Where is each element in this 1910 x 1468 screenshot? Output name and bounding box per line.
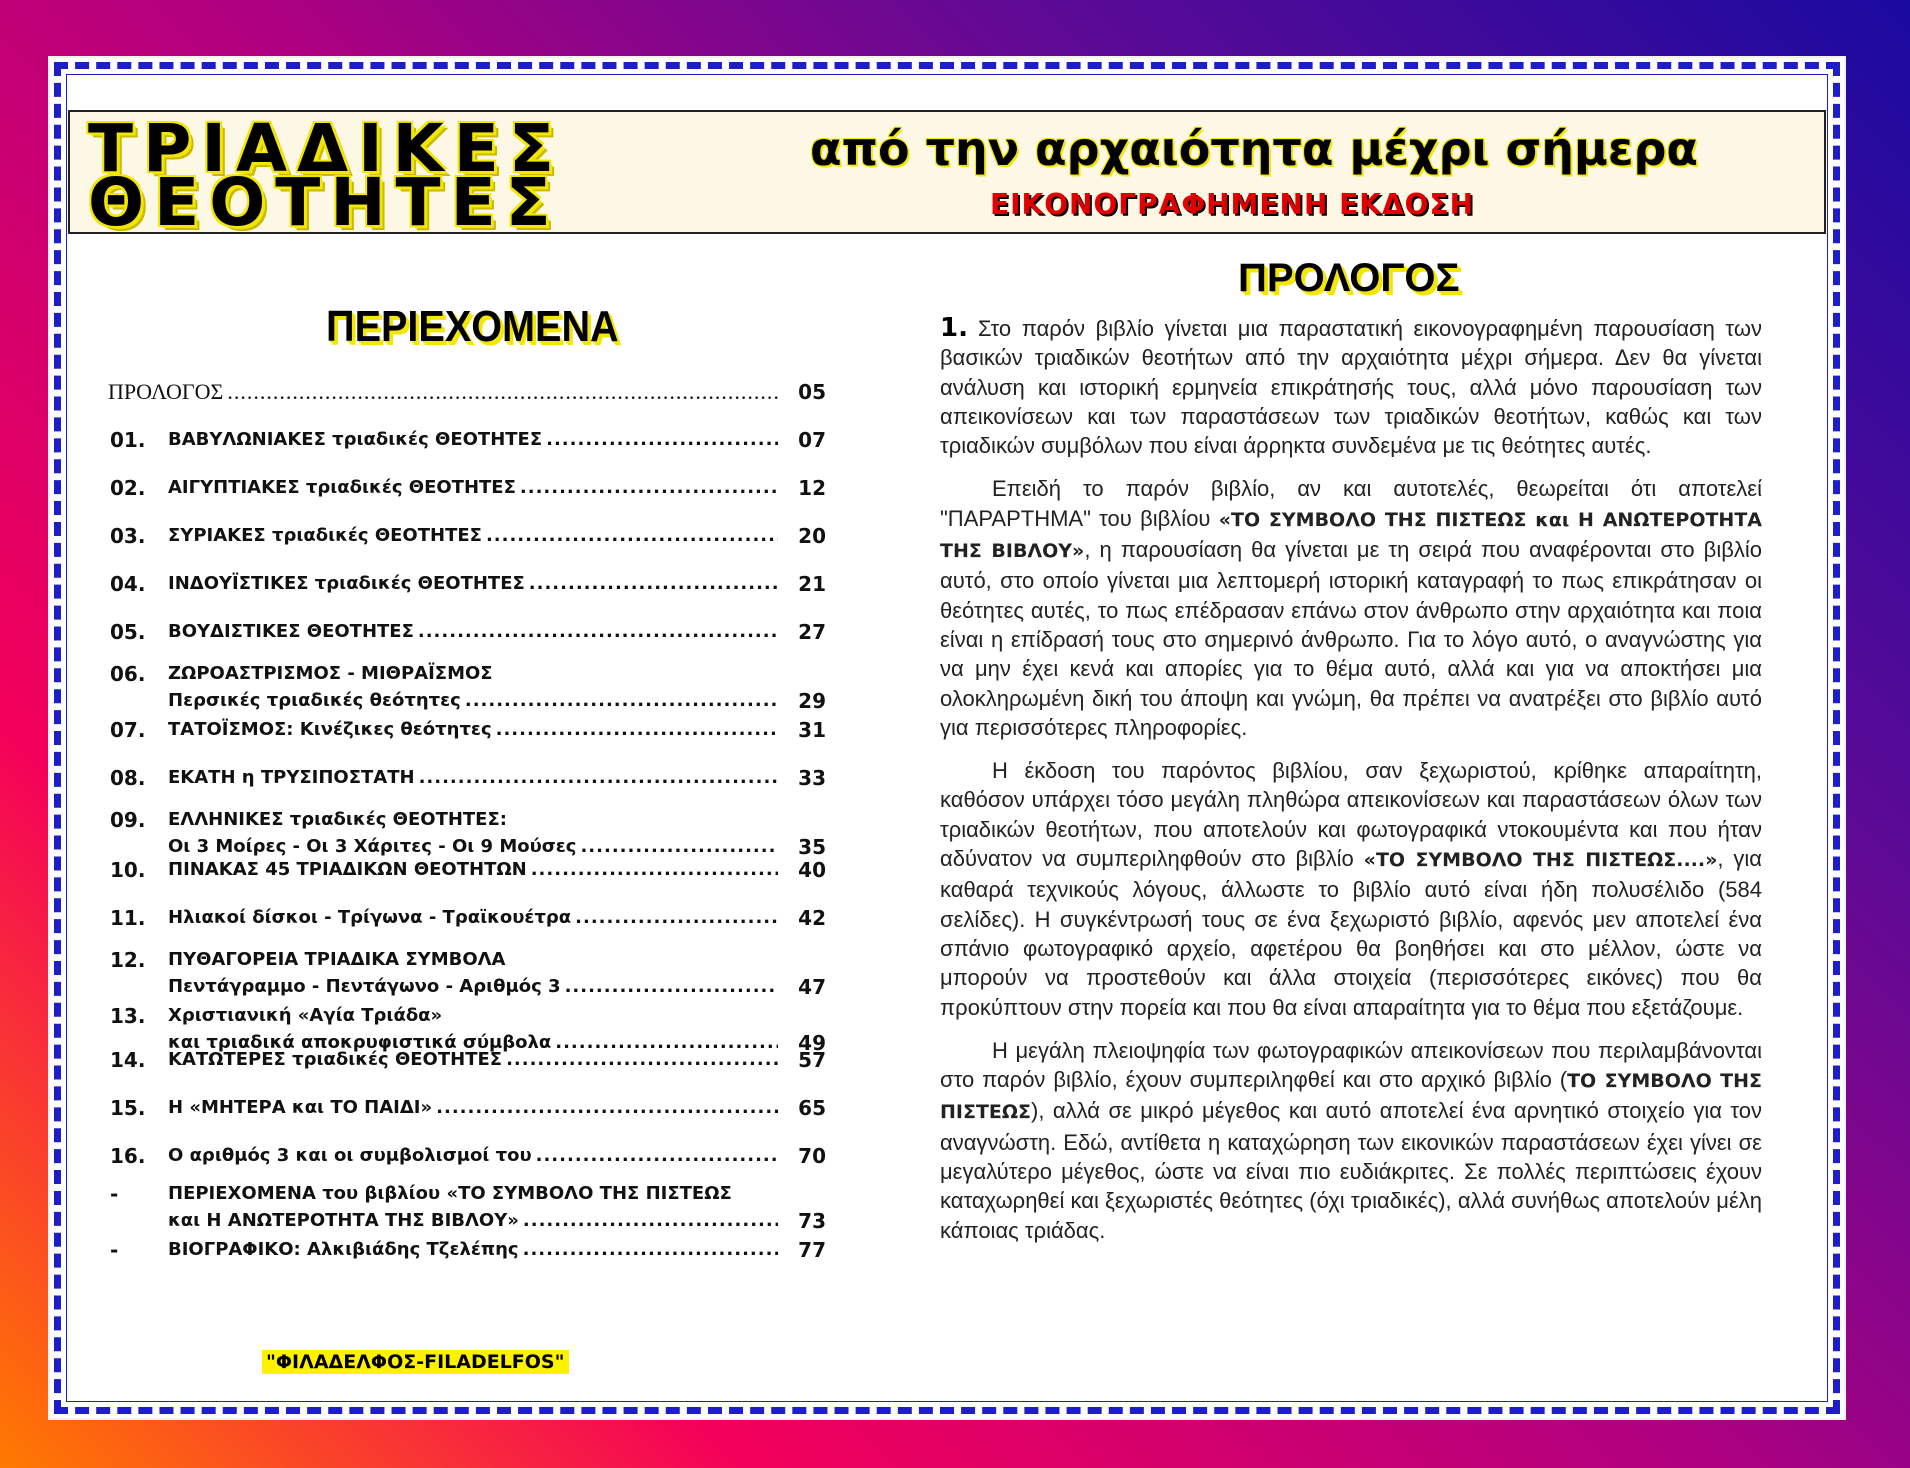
prologue-paragraph-1 xyxy=(940,314,1762,460)
toc-leader-dots xyxy=(486,522,778,549)
toc-entry-number: 12. xyxy=(110,948,146,972)
toc-entry-number: 01. xyxy=(110,428,146,452)
toc-title: ΠΕΡΙΕΧΟΜΕΝΑ xyxy=(326,302,619,351)
toc-entry-page: 07 xyxy=(798,428,826,452)
toc-leader-dots xyxy=(565,973,778,1000)
toc-leader-dots xyxy=(520,474,778,501)
toc-entry-number: 07. xyxy=(110,718,146,742)
toc-entry-page: 42 xyxy=(798,906,826,930)
prologue-title: ΠΡΟΛΟΓΟΣ xyxy=(1238,256,1460,300)
toc-entry-label: ΤΑΤΟΪΣΜΟΣ: Κινέζικες θεότητες xyxy=(168,719,492,740)
toc-entry-page: 40 xyxy=(798,858,826,882)
toc-leader-dots xyxy=(523,1207,778,1234)
prologue-paragraph-2 xyxy=(940,474,1762,742)
toc-entry-number: 08. xyxy=(110,766,146,790)
book-title-ref: «ΤΟ ΣΥΜΒΟΛΟ ΤΗΣ ΠΙΣΤΕΩΣ....» xyxy=(1363,849,1718,872)
toc-entry-number: - xyxy=(110,1182,119,1206)
paragraph-text: , για καθαρά τεχνικούς λόγους, άλλωστε το βιβλίο αυτό είναι ήδη πολυσέλιδο (584 σελίδες). Η συγκέντρωσή τους σε ένα ξεχωριστό βιβλίο, αφενός μεν αποτελεί ένα σπάνιο φωτογραφικό αρχείο, αφετέρου θα βοηθήσει και στο μέλλον, ώστε να μπορούν να προστεθούν και άλλα στοιχεία (περισσότερες εικόνες) που θα προκύπτουν στην πορεία και που θα είναι απαραίτητα για το θέμα που εξετάζουμε. xyxy=(940,846,1762,1020)
toc-entry-page: 20 xyxy=(798,524,826,548)
toc-entry-label: ΑΙΓΥΠΤΙΑΚΕΣ τριαδικές ΘΕΟΤΗΤΕΣ xyxy=(168,477,516,498)
toc-entry-page: 65 xyxy=(798,1096,826,1120)
toc-entry-label: Η «ΜΗΤΕΡΑ και ΤΟ ΠΑΙΔΙ» xyxy=(168,1097,433,1118)
toc-entry-label: ΒΑΒΥΛΩΝΙΑΚΕΣ τριαδικές ΘΕΟΤΗΤΕΣ xyxy=(168,429,543,450)
toc-entry-label: ΠΕΡΙΕΧΟΜΕΝΑ του βιβλίου «ΤΟ ΣΥΜΒΟΛΟ ΤΗΣ ΠΙΣΤΕΩΣ xyxy=(168,1183,732,1204)
toc-entry-label: Οι 3 Μοίρες - Οι 3 Χάριτες - Οι 9 Μούσες xyxy=(168,836,577,857)
toc-leader-dots xyxy=(496,716,778,743)
header-banner xyxy=(68,110,1826,241)
toc-entry-page: 57 xyxy=(798,1048,826,1072)
subtitle: από την αρχαιότητα μέχρι σήμερα xyxy=(810,122,1699,176)
toc-leader-dots xyxy=(465,687,778,714)
toc-entry-label: Πεντάγραμμο - Πεντάγωνο - Αριθμός 3 xyxy=(168,976,561,997)
toc-entry-label: Χριστιανική «Αγία Τριάδα» xyxy=(168,1005,443,1026)
toc-entry-number: 14. xyxy=(110,1048,146,1072)
toc-entry-label: ΚΑΤΩΤΕΡΕΣ τριαδικές ΘΕΟΤΗΤΕΣ xyxy=(168,1049,503,1070)
toc-entry-label: Περσικές τριαδικές θεότητες xyxy=(168,690,461,711)
toc-entry-label: ΙΝΔΟΥΪΣΤΙΚΕΣ τριαδικές ΘΕΟΤΗΤΕΣ xyxy=(168,573,525,594)
paragraph-text: Στο παρόν βιβλίο γίνεται μια παραστατική εικονογραφημένη παρουσίαση των βασικών τριαδικών θεοτήτων από την αρχαιότητα μέχρι σήμερα. Δεν θα γίνεται ανάλυση και ιστορική ερμηνεία επικράτησής τους, αλλά μόνο παρουσίαση των απεικονίσεων και των παραστάσεων των τριαδικών θεοτήτων, καθώς και των τριαδικών συμβόλων που είναι άρρηκτα συνδεμένα με τις θεότητες αυτές. xyxy=(940,316,1762,459)
toc-entry-label: ΠΥΘΑΓΟΡΕΙΑ ΤΡΙΑΔΙΚΑ ΣΥΜΒΟΛΑ xyxy=(168,949,506,970)
toc-entry-page: 05 xyxy=(798,380,826,404)
toc-leader-dots xyxy=(523,1236,778,1263)
toc-entry-page: 47 xyxy=(798,975,826,999)
toc-entry-number: 09. xyxy=(110,808,146,832)
toc-entry-label: ΒΟΥΔΙΣΤΙΚΕΣ ΘΕΟΤΗΤΕΣ xyxy=(168,621,414,642)
toc-entry-number: 10. xyxy=(110,858,146,882)
title-line-2: ΘΕΟΤΗΤΕΣ xyxy=(88,164,561,241)
toc-entry-number: 04. xyxy=(110,572,146,596)
toc-entry-number: 05. xyxy=(110,620,146,644)
toc-entry-label: ΒΙΟΓΡΑΦΙΚΟ: Αλκιβιάδης Τζελέπης xyxy=(168,1239,519,1260)
toc-entry-page: 49 xyxy=(798,1031,826,1055)
toc-entry-page: 33 xyxy=(798,766,826,790)
toc-leader-dots xyxy=(506,1046,778,1073)
toc-leader-dots xyxy=(419,764,778,791)
toc-entry-page: 35 xyxy=(798,835,826,859)
toc-entry-label: και Η ΑΝΩΤΕΡΟΤΗΤΑ ΤΗΣ ΒΙΒΛΟΥ» xyxy=(168,1210,519,1231)
title-line-1: ΤΡΙΑΔΙΚΕΣ xyxy=(88,110,564,187)
toc-entry-number: 02. xyxy=(110,476,146,500)
prologue-paragraph-3 xyxy=(940,756,1762,1022)
toc-entry-page: 21 xyxy=(798,572,826,596)
toc-entry-label: ΕΛΛΗΝΙΚΕΣ τριαδικές ΘΕΟΤΗΤΕΣ: xyxy=(168,809,507,830)
prologue-paragraph-4 xyxy=(940,1036,1762,1245)
toc-entry-number: 11. xyxy=(110,906,146,930)
toc-entry-label: ΠΡΟΛΟΓΟΣ xyxy=(108,379,224,404)
toc-entry-number: 03. xyxy=(110,524,146,548)
toc-entry-label: ΕΚΑΤΗ η ΤΡΥΣΙΠΟΣΤΑΤΗ xyxy=(168,767,415,788)
toc-entry-number: 16. xyxy=(110,1144,146,1168)
toc-leader-dots xyxy=(531,856,778,883)
toc-entry-page: 70 xyxy=(798,1144,826,1168)
toc-leader-dots xyxy=(436,1094,778,1121)
toc-entry-label: Ηλιακοί δίσκοι - Τρίγωνα - Τραϊκουέτρα xyxy=(168,907,572,928)
toc-leader-dots xyxy=(536,1142,778,1169)
paragraph-text: Η μεγάλη πλειοψηφία των φωτογραφικών απεικονίσεων που περιλαμβάνονται στο παρόν βιβλίο, έχουν συμπεριληφθεί και στο αρχικό βιβλίο ( xyxy=(940,1037,1762,1093)
toc-entry-number: 06. xyxy=(110,662,146,686)
paragraph-text: ), αλλά σε μικρό μέγεθος και αυτό αποτελεί ένα αρνητικό στοιχείο για τον αναγνώστη. Εδώ, αντίθετα η καταχώρηση των εικονικών παραστάσεων έχει γίνει σε μεγαλύτερο μέγεθος, ώστε να είναι πιο ευδιάκριτες. Σε πολλές περιπτώσεις έχουν καταχωρηθεί και ξεχωριστές θεότητες (όχι τριαδικές), αλλά συνήθως αποτελούν μέλη κάποιας τριάδας. xyxy=(940,1098,1762,1243)
book-title-ref: «ΤΟ ΣΥΜΒΟΛΟ ΤΗΣ ΠΙΣΤΕΩΣ και Η ΑΝΩΤΕΡΟΤΗΤΑ ΤΗΣ ΒΙΒΛΟΥ» xyxy=(940,508,1762,563)
toc-entry-number: 13. xyxy=(110,1004,146,1028)
paragraph-text: Επειδή το παρόν βιβλίο, αν και αυτοτελές, θεωρείται ότι αποτελεί "ΠΑΡΑΡΤΗΜΑ" του βιβλίου xyxy=(940,476,1762,531)
toc-leader-dots xyxy=(575,904,778,931)
paragraph-text: Η έκδοση του παρόντος βιβλίου, σαν ξεχωριστού, κρίθηκε απαραίτητη, καθόσον υπάρχει τόσο μεγάλη πληθώρα απεικονίσεων και παραστάσεων όλων των τριαδικών θεοτήτων, που αποτελούν και φωτογραφικά ντοκουμέντα και που ήταν αδύνατον να συμπεριληφθούν στο βιβλίο xyxy=(940,758,1762,872)
toc-entry-label: ΠΙΝΑΚΑΣ 45 ΤΡΙΑΔΙΚΩΝ ΘΕΟΤΗΤΩΝ xyxy=(168,859,527,880)
author-tag: "ΦΙΛΑΔΕΛΦΟΣ-FILADELFOS" xyxy=(262,1350,569,1374)
toc-leader-dots xyxy=(418,618,778,645)
toc-entry-number: - xyxy=(110,1238,119,1262)
toc-entry-label: και τριαδικά αποκρυφιστικά σύμβολα xyxy=(168,1032,552,1053)
toc-entry-page: 29 xyxy=(798,689,826,713)
toc-entry-page: 12 xyxy=(798,476,826,500)
edition-label: ΕΙΚΟΝΟΓΡΑΦΗΜΕΝΗ ΕΚΔΟΣΗ xyxy=(990,188,1475,221)
toc-entry-page: 73 xyxy=(798,1209,826,1233)
toc-entry-label: ΣΥΡΙΑΚΕΣ τριαδικές ΘΕΟΤΗΤΕΣ xyxy=(168,525,482,546)
toc-entry-label: Ο αριθμός 3 και οι συμβολισμοί του xyxy=(168,1145,532,1166)
prologue-text xyxy=(940,314,1762,1259)
toc-leader-dots xyxy=(546,426,778,453)
toc-entry-label: ΖΩΡΟΑΣΤΡΙΣΜΟΣ - ΜΙΘΡΑΪΣΜΟΣ xyxy=(168,663,493,684)
toc-entry-page: 77 xyxy=(798,1238,826,1262)
toc-entry-page: 27 xyxy=(798,620,826,644)
book-title-ref: ΤΟ ΣΥΜΒΟΛΟ ΤΗΣ ΠΙΣΤΕΩΣ xyxy=(940,1070,1762,1124)
toc-entry-number: 15. xyxy=(110,1096,146,1120)
paragraph-text: , η παρουσίαση θα γίνεται με τη σειρά που αναφέρονται στο βιβλίο αυτό, στο οποίο γίνεται μια λεπτομερή ιστορική καταγραφή το πως επικράτησαν οι θεότητες αυτές, το πως επέδρασαν επάνω στον άνθρωπο στην αρχαιότητα και ποια είναι η επίδρασή τους στο σημερινό άνθρωπο. Για το λόγο αυτό, ο αναγνώστης για να μην έχει κενά και απορίες για το θέμα αυτό, αλλά και για να αποκτήσει μια ολοκληρωμένη δική του άποψη και γνώμη, θα πρέπει να ανατρέξει στο βιβλίο αυτό για περισσότερες πληροφορίες. xyxy=(940,537,1762,740)
paragraph-number: 1. xyxy=(940,313,968,343)
toc-entry-page: 31 xyxy=(798,718,826,742)
toc-leader-dots xyxy=(529,570,778,597)
